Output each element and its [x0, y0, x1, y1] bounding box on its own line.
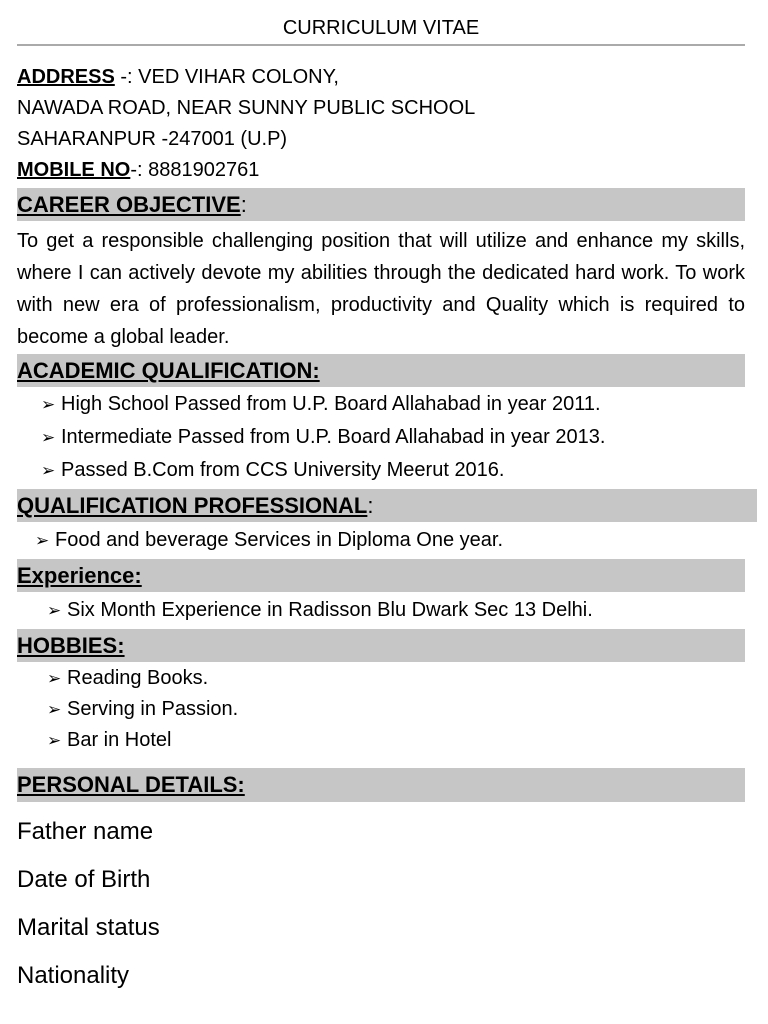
- academic-list: [17, 388, 745, 487]
- arrow-bullet-icon: ➢: [35, 531, 50, 550]
- career-objective-heading-text: CAREER OBJECTIVE: [17, 192, 241, 217]
- arrow-bullet-icon: ➢: [41, 428, 56, 447]
- hobbies-heading: [17, 629, 745, 662]
- personal-details-heading: [17, 768, 745, 802]
- arrow-bullet-icon: ➢: [41, 461, 56, 480]
- list-item-text: High School Passed from U.P. Board Allahabad in year 2011.: [61, 393, 601, 415]
- mobile-value: 8881902761: [148, 159, 260, 181]
- personal-details-list: [17, 808, 745, 1000]
- arrow-bullet-icon: ➢: [47, 700, 62, 719]
- mobile-label: MOBILE NO: [17, 159, 131, 181]
- list-item-text: Serving in Passion.: [67, 698, 239, 720]
- personal-details-heading-text: PERSONAL DETAILS:: [17, 772, 245, 797]
- list-item: [47, 594, 745, 627]
- list-item: [41, 421, 745, 454]
- address-line-1: [17, 62, 745, 93]
- arrow-bullet-icon: ➢: [47, 731, 62, 750]
- list-item-text: Passed B.Com from CCS University Meerut 2016.: [61, 459, 505, 481]
- arrow-bullet-icon: ➢: [47, 669, 62, 688]
- marital-status-field: Marital status: [17, 914, 160, 941]
- academic-heading-text: ACADEMIC QUALIFICATION:: [17, 358, 320, 383]
- career-objective-text: To get a responsible challenging position that will utilize and enhance my skills, where I can actively devote my abilities through the dedicated hard work. To work with new era of professionalism, productivity and Quality which is required to become a global leader.: [17, 230, 745, 348]
- father-name-field: Father name: [17, 818, 154, 845]
- nationality-field: Nationality: [17, 962, 130, 989]
- list-item-text: Bar in Hotel: [67, 729, 172, 751]
- academic-heading: [17, 354, 745, 387]
- hobbies-list: [17, 663, 745, 756]
- list-item-text: Food and beverage Services in Diploma One year.: [55, 529, 504, 551]
- contact-block: [17, 62, 745, 186]
- experience-heading-text: Experience:: [17, 563, 142, 588]
- list-item-text: Intermediate Passed from U.P. Board Allahabad in year 2013.: [61, 426, 606, 448]
- document-title: CURRICULUM VITAE: [17, 0, 745, 46]
- resume-page: [17, 0, 745, 1000]
- address-label: ADDRESS: [17, 66, 115, 88]
- address-line-2: NAWADA ROAD, NEAR SUNNY PUBLIC SCHOOL: [17, 97, 476, 119]
- hobbies-heading-text: HOBBIES:: [17, 633, 125, 658]
- mobile-separator: -:: [130, 159, 149, 181]
- arrow-bullet-icon: ➢: [47, 601, 62, 620]
- experience-list: [17, 594, 745, 627]
- career-objective-heading: [17, 188, 745, 221]
- list-item: [47, 694, 745, 725]
- list-item: [41, 454, 745, 487]
- professional-list: [17, 524, 745, 557]
- address-line-3: SAHARANPUR -247001 (U.P): [17, 128, 288, 150]
- list-item: [47, 663, 745, 694]
- date-of-birth-field: Date of Birth: [17, 866, 151, 893]
- address-value-1: VED VIHAR COLONY,: [138, 66, 339, 88]
- arrow-bullet-icon: ➢: [41, 395, 56, 414]
- professional-heading-text: QUALIFICATION PROFESSIONAL: [17, 493, 368, 518]
- address-separator: -:: [114, 66, 139, 88]
- list-item: [41, 388, 745, 421]
- list-item-text: Reading Books.: [67, 667, 209, 689]
- mobile-line: [17, 155, 745, 186]
- list-item: [47, 725, 745, 756]
- list-item: [35, 524, 745, 557]
- career-objective-colon: :: [240, 192, 247, 217]
- professional-heading: [17, 489, 757, 522]
- list-item-text: Six Month Experience in Radisson Blu Dwark Sec 13 Delhi.: [67, 599, 593, 621]
- professional-colon: :: [367, 493, 374, 518]
- experience-heading: [17, 559, 745, 592]
